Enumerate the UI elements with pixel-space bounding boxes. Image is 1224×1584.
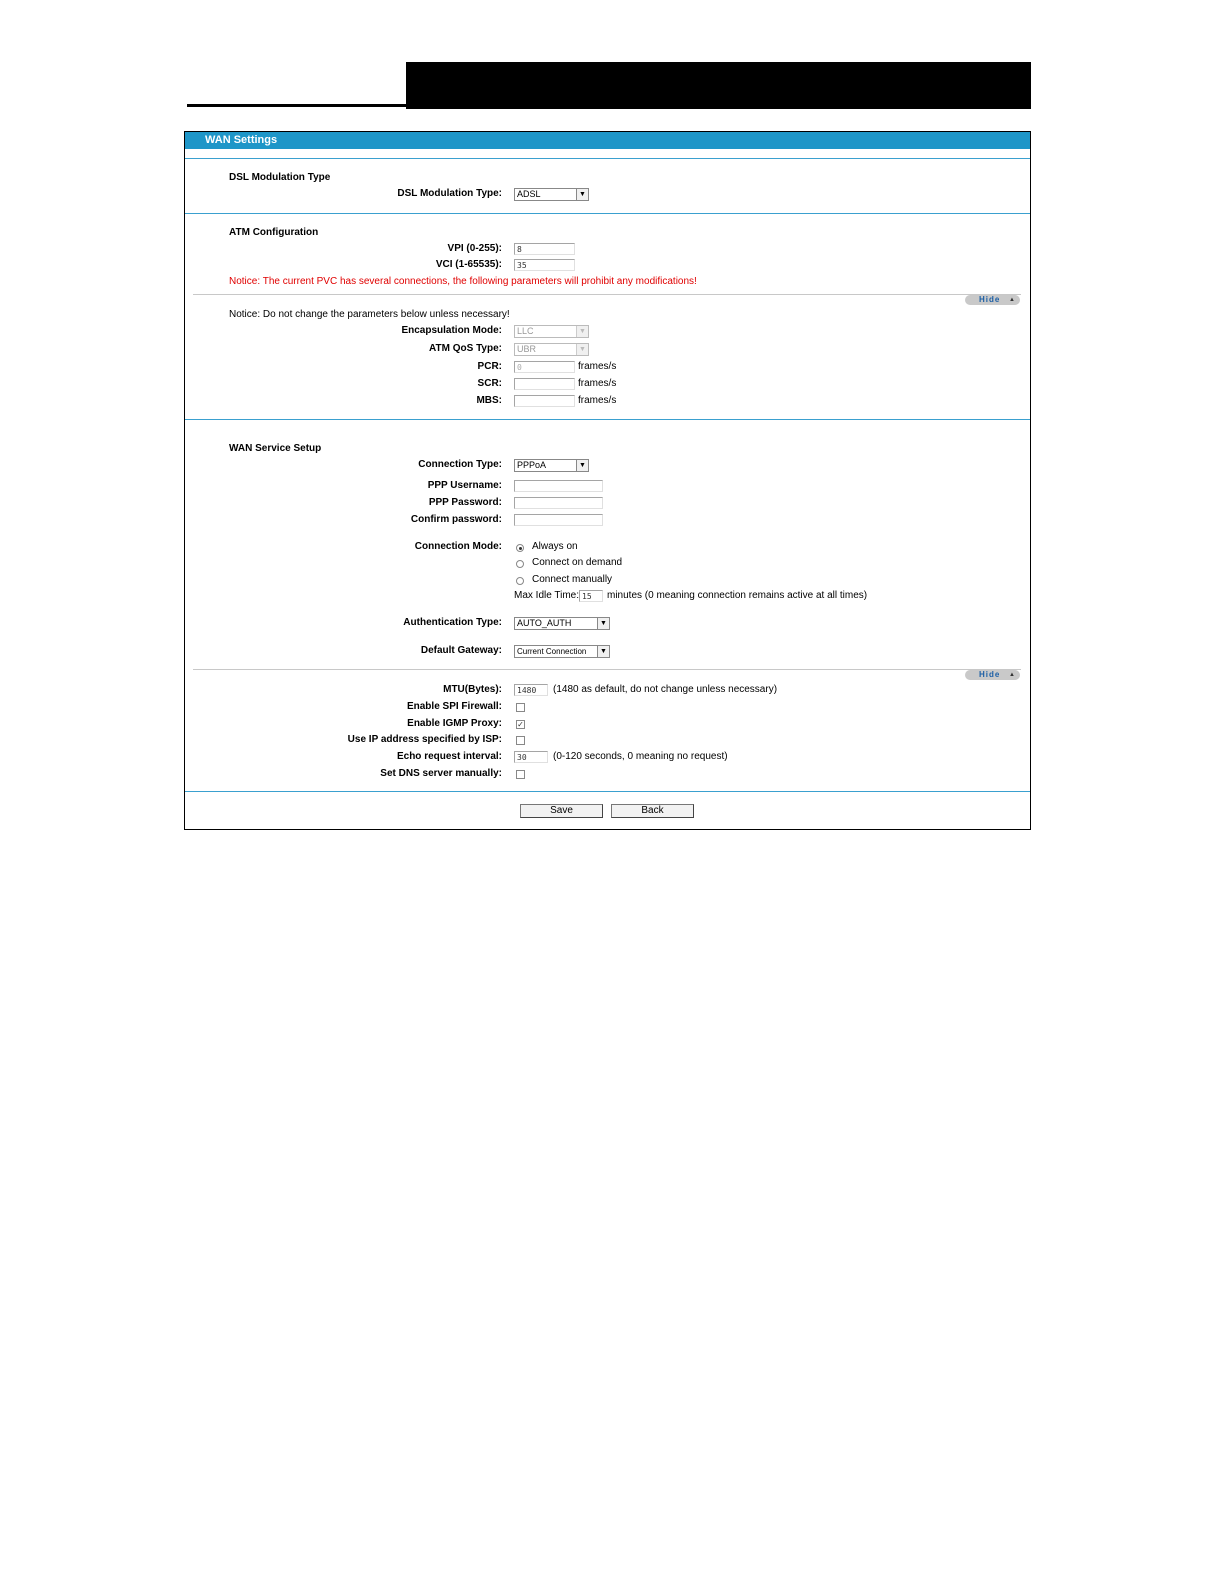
auth-type-select[interactable]: AUTO_AUTH ▼ — [514, 617, 610, 630]
vpi-label: VPI (0-255): — [447, 243, 502, 254]
default-gateway-select[interactable]: Current Connection ▼ — [514, 645, 610, 658]
auth-type-label: Authentication Type: — [403, 617, 502, 628]
pcr-input[interactable]: 0 — [514, 361, 575, 373]
chevron-down-icon: ▼ — [576, 189, 588, 200]
conn-mode-label: Connection Mode: — [414, 541, 502, 552]
pcr-label: PCR: — [477, 361, 502, 372]
idle-label: Max Idle Time: — [514, 590, 580, 601]
ppp-password-input[interactable] — [514, 497, 603, 509]
confirm-label: Confirm password: — [410, 514, 502, 525]
mtu-hint: (1480 as default, do not change unless necessary) — [553, 684, 778, 695]
isp-ip-label: Use IP address specified by ISP: — [347, 734, 502, 745]
igmp-label: Enable IGMP Proxy: — [407, 718, 502, 729]
gateway-label: Default Gateway: — [420, 645, 502, 656]
chevron-down-icon: ▼ — [576, 460, 588, 471]
radio-connect-manually-label: Connect manually — [532, 574, 613, 585]
atm-section-title: ATM Configuration — [229, 227, 319, 238]
scr-unit: frames/s — [578, 378, 617, 389]
vci-label: VCI (1-65535): — [435, 259, 502, 270]
param-notice: Notice: Do not change the parameters below unless necessary! — [229, 309, 510, 320]
igmp-proxy-checkbox[interactable] — [516, 720, 525, 729]
chevron-down-icon: ▼ — [597, 646, 609, 657]
encap-select[interactable]: LLC ▼ — [514, 325, 589, 338]
vci-input[interactable]: 35 — [514, 259, 575, 271]
divider — [193, 294, 1021, 295]
scr-label: SCR: — [477, 378, 502, 389]
conn-type-label: Connection Type: — [418, 459, 502, 470]
dsl-modulation-label: DSL Modulation Type: — [397, 188, 502, 199]
pcr-unit: frames/s — [578, 361, 617, 372]
divider — [185, 158, 1030, 159]
chevron-down-icon: ▼ — [597, 618, 609, 629]
hide-atm-params-button[interactable]: Hide ▲ — [965, 295, 1020, 305]
echo-label: Echo request interval: — [396, 751, 502, 762]
max-idle-time-input[interactable]: 15 — [579, 590, 603, 602]
header-rule — [187, 104, 406, 107]
radio-always-on[interactable] — [516, 544, 524, 552]
panel-title: WAN Settings — [185, 132, 1030, 149]
echo-interval-input[interactable]: 30 — [514, 751, 548, 763]
qos-select[interactable]: UBR ▼ — [514, 343, 589, 356]
chevron-down-icon: ▼ — [576, 326, 588, 337]
radio-connect-manually[interactable] — [516, 577, 524, 585]
radio-connect-on-demand-label: Connect on demand — [532, 557, 623, 568]
dns-manual-checkbox[interactable] — [516, 770, 525, 779]
conn-type-select[interactable]: PPPoA ▼ — [514, 459, 589, 472]
scr-input[interactable] — [514, 378, 575, 390]
radio-connect-on-demand[interactable] — [516, 560, 524, 568]
encap-label: Encapsulation Mode: — [401, 325, 502, 336]
divider — [185, 213, 1030, 214]
echo-hint: (0-120 seconds, 0 meaning no request) — [553, 751, 728, 762]
dsl-section-title: DSL Modulation Type — [229, 172, 331, 183]
divider — [193, 669, 1021, 670]
divider — [185, 419, 1030, 420]
spi-firewall-checkbox[interactable] — [516, 703, 525, 712]
chevron-up-icon: ▲ — [1009, 297, 1016, 303]
mtu-label: MTU(Bytes): — [443, 684, 502, 695]
dsl-modulation-select[interactable]: ADSL ▼ — [514, 188, 589, 201]
divider — [185, 791, 1030, 792]
header-bar — [406, 62, 1031, 109]
qos-label: ATM QoS Type: — [429, 343, 502, 354]
hide-advanced-button[interactable]: Hide ▲ — [965, 670, 1020, 680]
confirm-password-input[interactable] — [514, 514, 603, 526]
isp-ip-checkbox[interactable] — [516, 736, 525, 745]
username-label: PPP Username: — [427, 480, 502, 491]
radio-always-on-label: Always on — [532, 541, 578, 552]
check-icon: ✓ — [517, 720, 524, 729]
vpi-input[interactable]: 8 — [514, 243, 575, 255]
save-button[interactable]: Save — [520, 804, 603, 818]
back-button[interactable]: Back — [611, 804, 694, 818]
idle-hint: minutes (0 meaning connection remains active at all times) — [607, 590, 868, 601]
chevron-down-icon: ▼ — [576, 344, 588, 355]
mbs-unit: frames/s — [578, 395, 617, 406]
mbs-input[interactable] — [514, 395, 575, 407]
mbs-label: MBS: — [476, 395, 502, 406]
password-label: PPP Password: — [428, 497, 502, 508]
wan-settings-panel — [184, 131, 1031, 830]
mtu-input[interactable]: 1480 — [514, 684, 548, 696]
chevron-up-icon: ▲ — [1009, 672, 1016, 678]
spi-label: Enable SPI Firewall: — [406, 701, 502, 712]
pvc-notice: Notice: The current PVC has several connections, the following parameters will prohibit any modifications! — [229, 276, 697, 287]
wan-section-title: WAN Service Setup — [229, 443, 322, 454]
dns-label: Set DNS server manually: — [380, 768, 502, 779]
ppp-username-input[interactable] — [514, 480, 603, 492]
